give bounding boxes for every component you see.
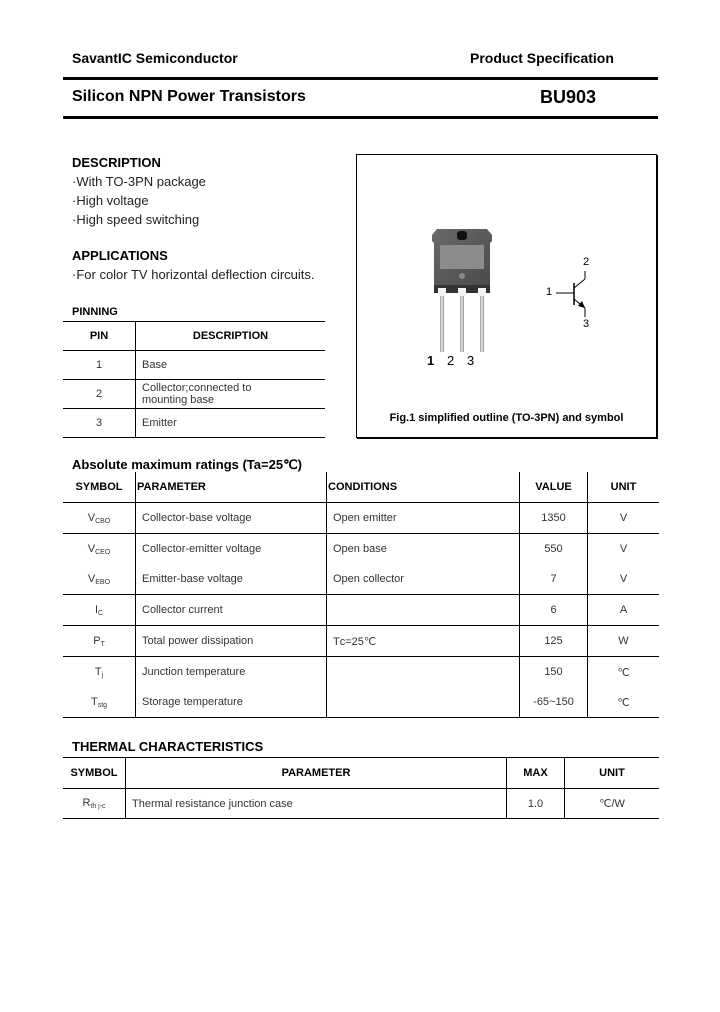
document-type: Product Specification: [470, 50, 614, 66]
symbol-cell: $T_j$: [63, 657, 136, 688]
column-header: CONDITIONS: [327, 472, 520, 503]
table-row: [63, 409, 325, 438]
application-item: ·For color TV horizontal deflection circuits.: [72, 267, 315, 282]
symbol-cell: $P_T$: [63, 626, 136, 657]
parameter-cell: Total power dissipation: [136, 626, 327, 657]
unit-cell: ℃: [617, 666, 630, 679]
conditions-cell: Open emitter: [327, 503, 520, 534]
figure-caption: Fig.1 simplified outline (TO-3PN) and symbol: [389, 412, 624, 424]
column-header: PARAMETER: [126, 758, 507, 789]
unit-cell: ℃: [588, 687, 660, 718]
table-row: [63, 626, 659, 657]
column-header: PIN: [63, 322, 136, 351]
column-header: SYMBOL: [63, 758, 126, 789]
table-row: [63, 503, 659, 534]
pin-description: Collector;connected to mounting base: [136, 380, 326, 409]
to3pn-package-image: [417, 225, 507, 365]
table-row: [63, 534, 659, 565]
description-list: [72, 172, 206, 229]
conditions-cell: Open collector: [327, 564, 520, 595]
max-cell: 1.0: [507, 789, 565, 819]
column-header: VALUE: [520, 472, 588, 503]
applications-heading: APPLICATIONS: [72, 248, 168, 263]
absolute-max-ratings-table: [63, 472, 659, 718]
symbol-cell: $I_C$: [63, 595, 136, 626]
pin-number: 1: [63, 351, 136, 380]
thermal-characteristics-table: [63, 757, 659, 819]
symbol-cell: $R_{th j-c}$: [63, 789, 126, 819]
value-cell: 125: [520, 626, 588, 657]
symbol-cell: $V_{CBO}$: [63, 503, 136, 534]
unit-cell: ℃/W: [565, 789, 660, 819]
ratings-heading: Absolute maximum ratings (Ta=25℃): [72, 457, 302, 472]
parameter-cell: Collector-emitter voltage: [136, 534, 327, 565]
table-header-row: [63, 472, 659, 503]
conditions-cell: [327, 657, 520, 688]
unit-cell: W: [588, 626, 660, 657]
page-title: Silicon NPN Power Transistors: [72, 88, 306, 105]
symbol-base-label: 1: [546, 286, 553, 298]
column-header: DESCRIPTION: [136, 322, 326, 351]
value-cell: 1350: [520, 503, 588, 534]
header-divider: [63, 77, 658, 80]
package-pin-label: 1: [427, 353, 435, 368]
symbol-cell: $T_{stg}$: [63, 687, 136, 718]
company-name: SavantIC Semiconductor: [72, 50, 238, 66]
description-item: ·High speed switching: [72, 212, 200, 227]
table-row: [63, 595, 659, 626]
value-cell: 6: [520, 595, 588, 626]
value-cell: 7: [520, 564, 588, 595]
conditions-cell: Open base: [327, 534, 520, 565]
parameter-cell: Collector current: [136, 595, 327, 626]
column-header: UNIT: [565, 758, 660, 789]
unit-cell: V: [588, 564, 660, 595]
pin-description: Emitter: [136, 409, 326, 438]
parameter-cell: Collector-base voltage: [136, 503, 327, 534]
parameter-cell: Emitter-base voltage: [136, 564, 327, 595]
conditions-cell: [327, 687, 520, 718]
column-header: PARAMETER: [136, 472, 327, 503]
description-item: ·With TO-3PN package: [72, 174, 206, 189]
column-header: MAX: [507, 758, 565, 789]
table-row: [63, 380, 325, 409]
value-cell: 150: [520, 657, 588, 688]
parameter-cell: Thermal resistance junction case: [126, 789, 507, 819]
column-header: SYMBOL: [63, 472, 136, 503]
pin-number: 2: [63, 380, 136, 409]
symbol-cell: $V_{CEO}$: [63, 534, 136, 565]
conditions-cell: Tᴄ=25℃: [327, 626, 520, 657]
unit-cell: A: [588, 595, 660, 626]
pinning-table: [63, 321, 325, 438]
symbol-collector-label: 2: [583, 256, 590, 268]
applications-list: [72, 265, 315, 284]
symbol-emitter-label: 3: [583, 318, 590, 330]
conditions-cell: [327, 595, 520, 626]
value-cell: 550: [520, 534, 588, 565]
pinning-heading: PINNING: [72, 306, 118, 318]
symbol-cell: $V_{EBO}$: [63, 564, 136, 595]
unit-cell: V: [588, 503, 660, 534]
figure-box: [356, 154, 657, 438]
pin-description: Base: [136, 351, 326, 380]
parameter-cell: Junction temperature: [136, 657, 327, 688]
table-header-row: [63, 322, 325, 351]
table-row: [63, 789, 659, 819]
parameter-cell: Storage temperature: [136, 687, 327, 718]
thermal-heading: THERMAL CHARACTERISTICS: [72, 739, 264, 754]
description-heading: DESCRIPTION: [72, 155, 161, 170]
unit-cell: V: [619, 543, 628, 555]
table-row: [63, 657, 659, 688]
table-row: [63, 351, 325, 380]
package-pin-label: 3: [467, 353, 475, 368]
part-number: BU903: [540, 87, 597, 107]
pin-number: 3: [63, 409, 136, 438]
value-cell: -65~150: [520, 687, 588, 718]
column-header: UNIT: [588, 472, 660, 503]
package-pin-label: 2: [447, 353, 455, 368]
table-header-row: [63, 758, 659, 789]
table-row: [63, 687, 659, 718]
description-item: ·High voltage: [72, 193, 149, 208]
header-divider: [63, 116, 658, 119]
table-row: [63, 564, 659, 595]
